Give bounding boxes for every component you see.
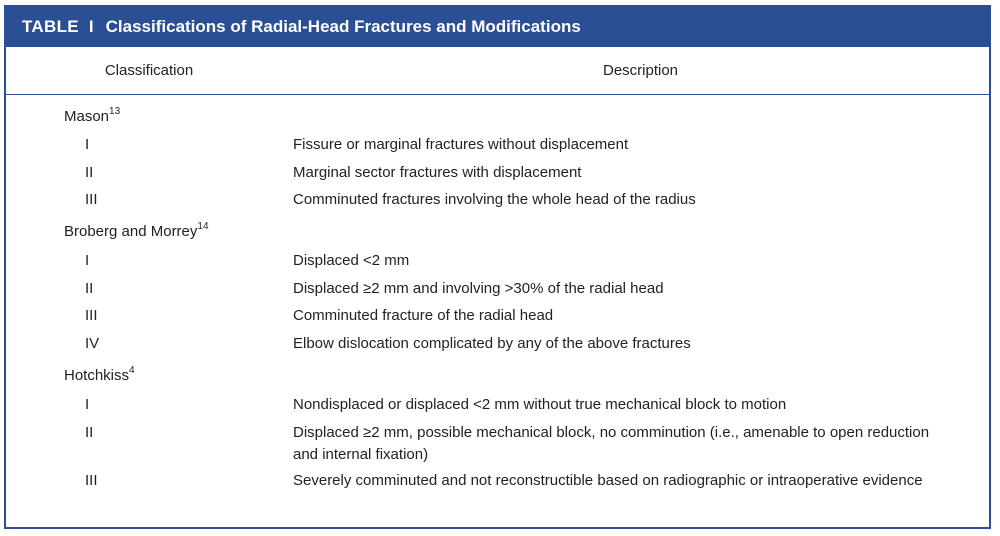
grade-label: I <box>85 136 90 153</box>
header-description: Description <box>602 62 679 79</box>
grade-label: I <box>85 396 90 413</box>
group-name: Hotchkiss <box>64 367 130 384</box>
table-title: Classifications of Radial-Head Fractures and Modifications <box>105 17 581 36</box>
grade-label: III <box>85 191 98 208</box>
grade-description: Comminuted fractures involving the whole head of the radius <box>293 191 696 208</box>
table-number: I <box>88 17 94 36</box>
grade-label: III <box>85 307 98 324</box>
grade-description: Fissure or marginal fractures without displacement <box>293 136 629 153</box>
grade-label: IV <box>85 335 100 352</box>
table-header-row <box>6 47 989 95</box>
grade-label: II <box>85 424 94 441</box>
grade-label: II <box>85 280 94 297</box>
grade-description: Comminuted fracture of the radial head <box>293 307 554 324</box>
header-classification: Classification <box>104 62 194 79</box>
grade-description: Nondisplaced or displaced <2 mm without true mechanical block to motion <box>293 396 787 413</box>
grade-label: II <box>85 164 94 181</box>
grade-description: Displaced ≥2 mm and involving >30% of the radial head <box>293 280 664 297</box>
table-title-bar <box>6 7 989 47</box>
group-name: Broberg and Morrey <box>64 223 198 240</box>
group-name: Mason <box>64 108 110 125</box>
grade-description: Elbow dislocation complicated by any of the above fractures <box>293 335 691 352</box>
grade-description: Marginal sector fractures with displacement <box>293 164 582 181</box>
table-label: TABLE <box>22 17 79 36</box>
grade-description: Displaced <2 mm <box>293 252 410 269</box>
group-title-broberg-morrey <box>64 222 209 240</box>
classification-table <box>4 5 991 529</box>
grade-description: Severely comminuted and not reconstructible based on radiographic or intraoperative evidence <box>293 472 923 489</box>
grade-description: Displaced ≥2 mm, possible mechanical block, no comminution (i.e., amenable to open reduction and internal fixation) <box>293 424 930 463</box>
reference-superscript: 13 <box>109 106 121 117</box>
reference-superscript: 4 <box>129 365 135 376</box>
group-title-hotchkiss <box>64 366 135 384</box>
grade-label: III <box>85 472 98 489</box>
reference-superscript: 14 <box>197 221 209 232</box>
group-title-mason <box>64 107 120 125</box>
grade-label: I <box>85 252 90 269</box>
